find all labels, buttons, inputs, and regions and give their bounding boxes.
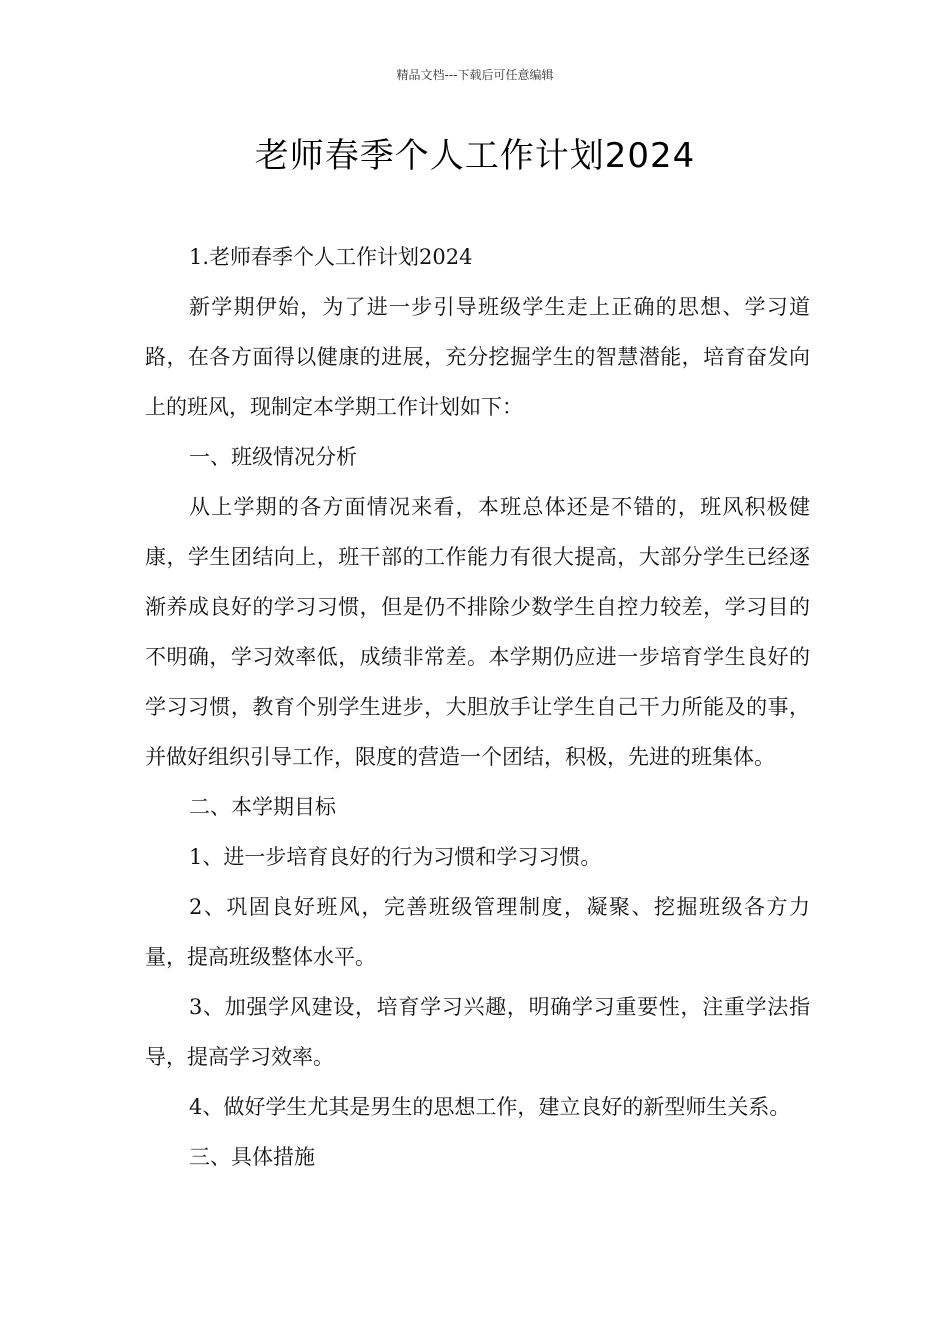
paragraph-class-analysis: 从上学期的各方面情况来看，本班总体还是不错的，班风积极健康，学生团结向上，班干部的工作能力有很大提高，大部分学生已经逐渐养成良好的学习习惯，但是仍不排除少数学生自控力较差，学习目的不明确，学习效率低，成绩非常差。本学期仍应进一步培育学生良好的学习习惯，教育个别学生进步，大胆放手让学生自己干力所能及的事，并做好组织引导工作，限度的营造一个团结，积极，先进的班集体。 — [145, 495, 810, 769]
document-body — [145, 232, 810, 1182]
header-note: 精品文档---下载后可任意编辑 — [396, 68, 554, 82]
goal-item-2: 2、巩固良好班风，完善班级管理制度，凝聚、挖掘班级各方力量，提高班级整体水平。 — [145, 895, 810, 969]
heading-specific-measures: 三、具体措施 — [189, 1145, 315, 1169]
goal-item-3: 3、加强学风建设，培育学习兴趣，明确学习重要性，注重学法指导，提高学习效率。 — [145, 995, 810, 1069]
paragraph-section-ref: 1.老师春季个人工作计划2024 — [189, 245, 473, 269]
paragraph-intro: 新学期伊始，为了进一步引导班级学生走上正确的思想、学习道路，在各方面得以健康的进展，充分挖掘学生的智慧潜能，培育奋发向上的班风，现制定本学期工作计划如下： — [145, 295, 810, 419]
goal-item-4: 4、做好学生尤其是男生的思想工作，建立良好的新型师生关系。 — [189, 1095, 791, 1119]
goal-item-1: 1、进一步培育良好的行为习惯和学习习惯。 — [189, 845, 602, 869]
document-title: 老师春季个人工作计划2024 — [254, 136, 696, 176]
heading-semester-goals: 二、本学期目标 — [189, 795, 336, 819]
heading-class-analysis: 一、班级情况分析 — [189, 445, 357, 469]
